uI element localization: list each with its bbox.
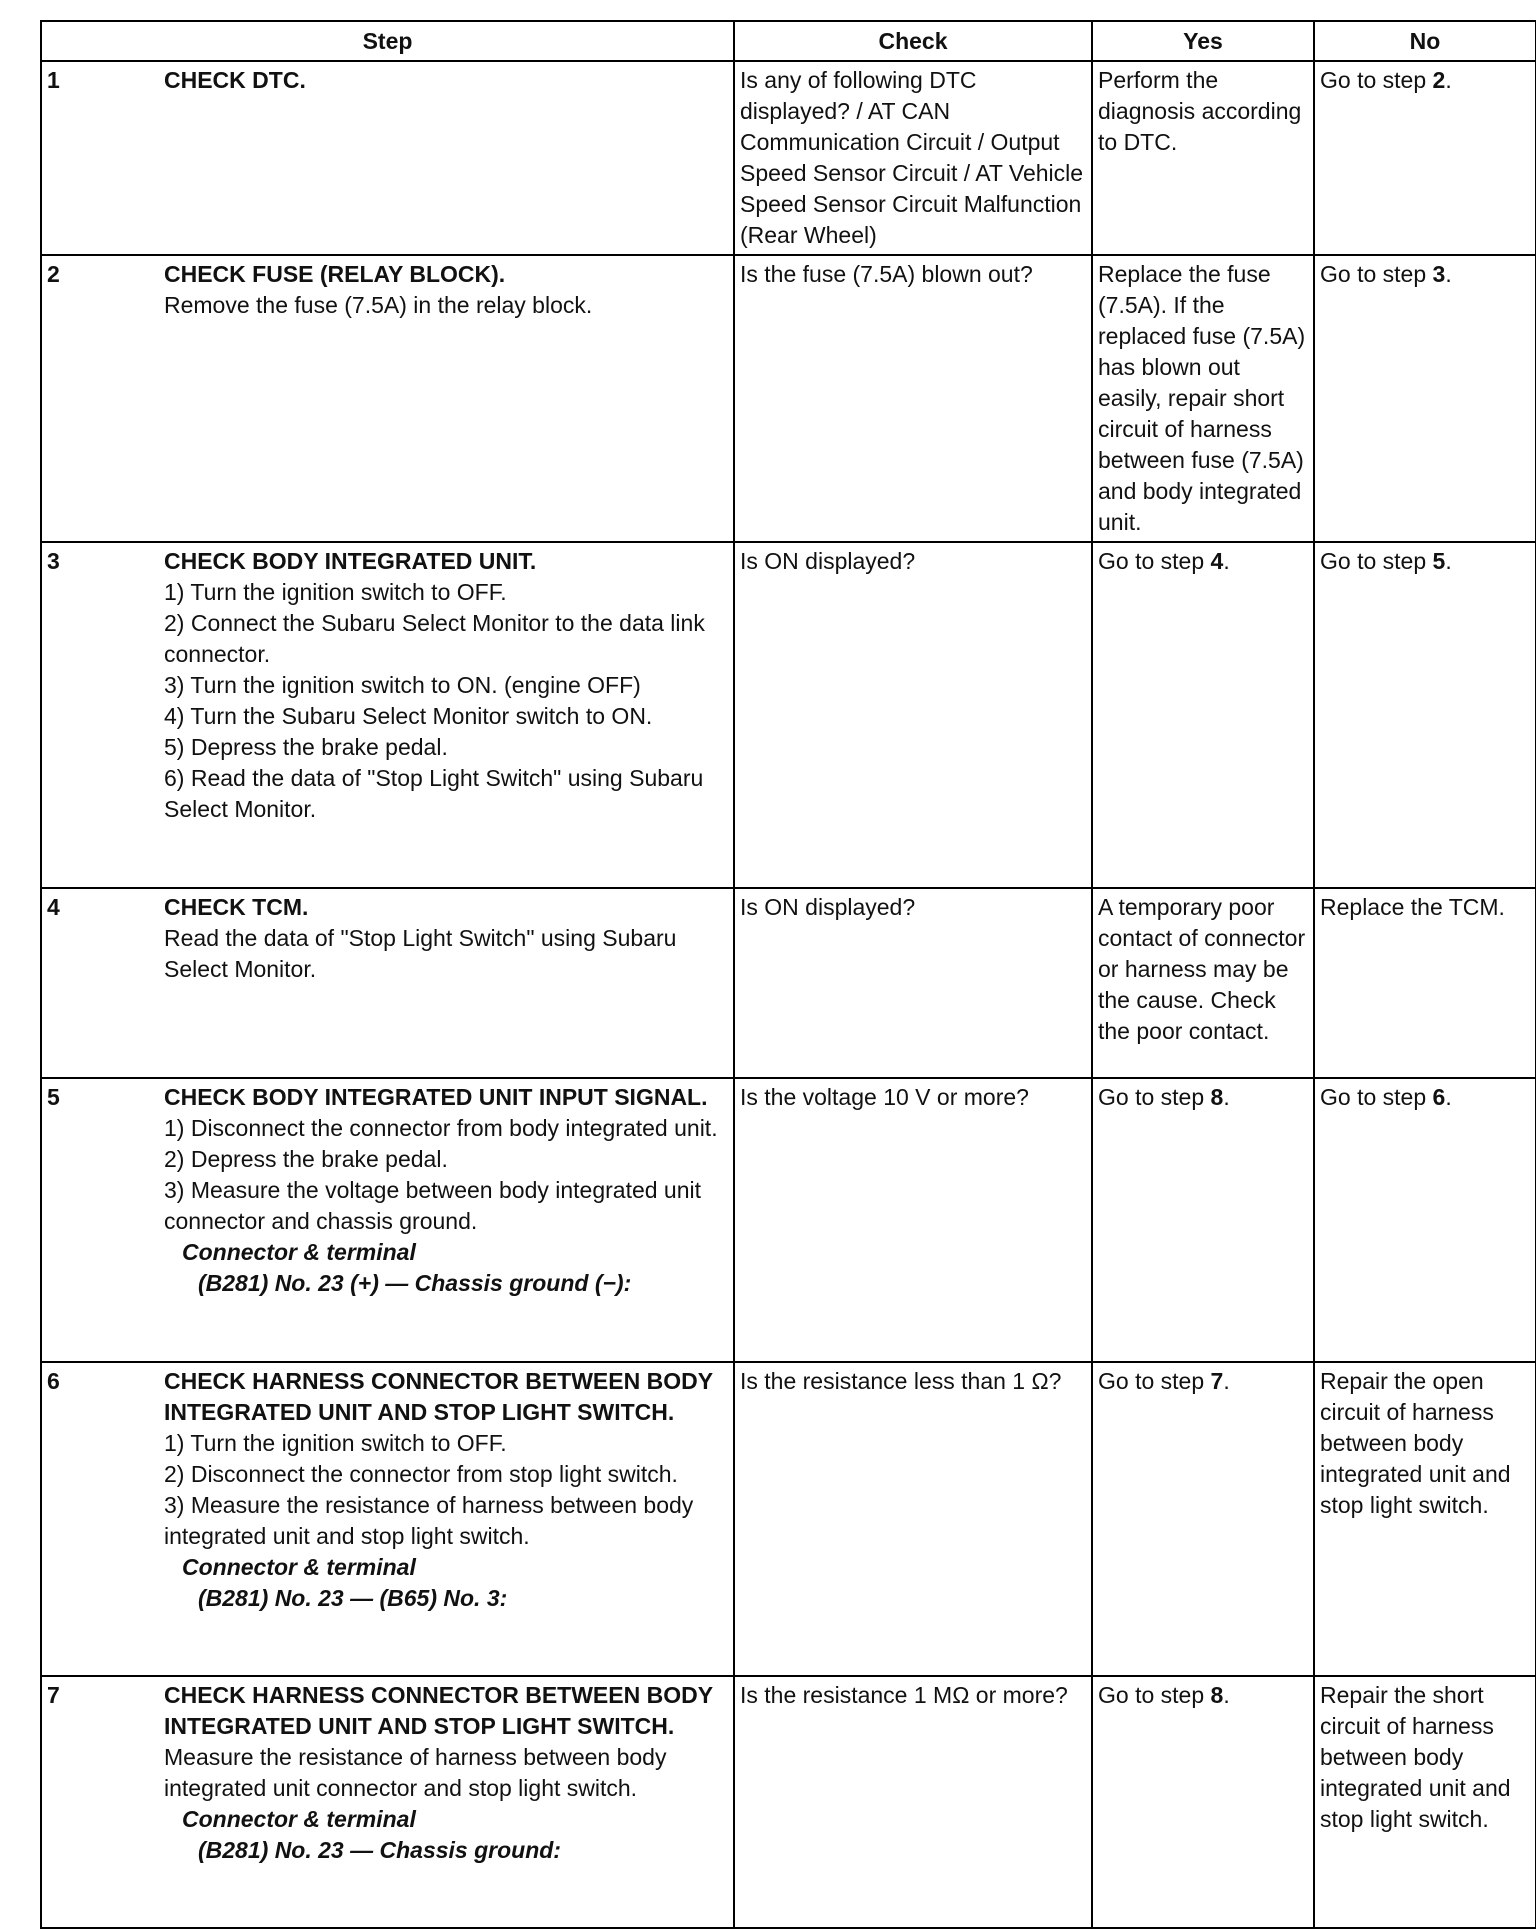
yes-cell: Perform the diagnosis according to DTC. [1092, 61, 1314, 255]
step-cell [159, 542, 734, 888]
yes-cell [1092, 542, 1314, 888]
table-row [41, 1078, 1536, 1362]
yes-cell: A temporary poor contact of connector or harness may be the cause. Check the poor contact. [1092, 888, 1314, 1078]
step-cell [159, 1078, 734, 1362]
yes-text: Go to step [1098, 1084, 1211, 1110]
connector-terminal-label: Connector & terminal [182, 1239, 416, 1265]
yes-cell: Replace the fuse (7.5A). If the replaced fuse (7.5A) has blown out easily, repair short circuit of harness between fuse (7.5A) and body integrated unit. [1092, 255, 1314, 542]
no-cell: Repair the open circuit of harness between body integrated unit and stop light switch. [1314, 1362, 1536, 1676]
step-instruction: Measure the resistance of harness between body integrated unit connector and stop light switch. [164, 1744, 667, 1801]
step-number: 2 [41, 255, 159, 542]
check-cell: Is the voltage 10 V or more? [734, 1078, 1092, 1362]
yes-cell [1092, 1362, 1314, 1676]
step-number: 6 [41, 1362, 159, 1676]
no-cell [1314, 255, 1536, 542]
connector-terminal-label: Connector & terminal [182, 1554, 416, 1580]
step-reference: 8 [1210, 1682, 1224, 1708]
check-cell: Is ON displayed? [734, 888, 1092, 1078]
step-instruction: 1) Turn the ignition switch to OFF. [164, 579, 507, 605]
header-no: No [1314, 21, 1536, 61]
step-reference: 2 [1432, 67, 1446, 93]
step-cell [159, 1676, 734, 1928]
step-instruction: 6) Read the data of "Stop Light Switch" using Subaru Select Monitor. [164, 765, 704, 822]
step-number: 5 [41, 1078, 159, 1362]
step-instruction: 2) Connect the Subaru Select Monitor to the data link connector. [164, 610, 705, 667]
step-cell [159, 255, 734, 542]
step-instruction: 5) Depress the brake pedal. [164, 734, 448, 760]
step-instruction: Read the data of "Stop Light Switch" using Subaru Select Monitor. [164, 925, 677, 982]
connector-terminal-value: (B281) No. 23 — (B65) No. 3: [198, 1585, 508, 1611]
no-text: Go to step [1320, 1084, 1433, 1110]
table-row [41, 61, 1536, 255]
step-reference: 7 [1210, 1368, 1224, 1394]
step-instruction: 2) Disconnect the connector from stop light switch. [164, 1461, 678, 1487]
header-yes: Yes [1092, 21, 1314, 61]
table-row [41, 1676, 1536, 1928]
step-cell [159, 1362, 734, 1676]
yes-suffix: . [1223, 548, 1230, 574]
yes-text: Go to step [1098, 1682, 1211, 1708]
check-cell: Is the resistance less than 1 Ω? [734, 1362, 1092, 1676]
step-instruction: 3) Measure the voltage between body integrated unit connector and chassis ground. [164, 1177, 702, 1234]
no-text: Go to step [1320, 261, 1433, 287]
check-cell: Is the fuse (7.5A) blown out? [734, 255, 1092, 542]
step-instruction: 3) Measure the resistance of harness between body integrated unit and stop light switch. [164, 1492, 694, 1549]
step-cell [159, 888, 734, 1078]
step-number: 1 [41, 61, 159, 255]
connector-terminal-value: (B281) No. 23 — Chassis ground: [198, 1837, 561, 1863]
no-text: Go to step [1320, 67, 1433, 93]
step-instruction: Remove the fuse (7.5A) in the relay block. [164, 292, 593, 318]
step-title: CHECK HARNESS CONNECTOR BETWEEN BODY INTEGRATED UNIT AND STOP LIGHT SWITCH. [164, 1368, 713, 1425]
table-row [41, 542, 1536, 888]
table-row [41, 888, 1536, 1078]
no-text: Go to step [1320, 548, 1433, 574]
step-title: CHECK BODY INTEGRATED UNIT. [164, 548, 537, 574]
check-cell: Is the resistance 1 MΩ or more? [734, 1676, 1092, 1928]
check-cell: Is any of following DTC displayed? / AT CAN Communication Circuit / Output Speed Sensor Circuit / AT Vehicle Speed Sensor Circuit Malfunction (Rear Wheel) [734, 61, 1092, 255]
step-title: CHECK TCM. [164, 894, 309, 920]
no-suffix: . [1445, 548, 1452, 574]
step-cell [159, 61, 734, 255]
connector-terminal-label: Connector & terminal [182, 1806, 416, 1832]
step-title: CHECK BODY INTEGRATED UNIT INPUT SIGNAL. [164, 1084, 708, 1110]
no-suffix: . [1445, 261, 1452, 287]
step-reference: 5 [1432, 548, 1446, 574]
diagnostic-table [40, 20, 1536, 1929]
no-cell [1314, 61, 1536, 255]
yes-suffix: . [1223, 1368, 1230, 1394]
header-check: Check [734, 21, 1092, 61]
step-number: 7 [41, 1676, 159, 1928]
yes-suffix: . [1223, 1084, 1230, 1110]
step-title: CHECK FUSE (RELAY BLOCK). [164, 261, 506, 287]
step-instruction: 2) Depress the brake pedal. [164, 1146, 448, 1172]
step-instruction: 4) Turn the Subaru Select Monitor switch to ON. [164, 703, 653, 729]
table-row [41, 1362, 1536, 1676]
yes-text: Go to step [1098, 548, 1211, 574]
step-reference: 8 [1210, 1084, 1224, 1110]
connector-terminal-value: (B281) No. 23 (+) — Chassis ground (−): [198, 1270, 632, 1296]
no-cell: Replace the TCM. [1314, 888, 1536, 1078]
no-cell [1314, 1078, 1536, 1362]
yes-cell [1092, 1676, 1314, 1928]
step-instruction: 3) Turn the ignition switch to ON. (engine OFF) [164, 672, 641, 698]
header-row [41, 21, 1536, 61]
step-title: CHECK DTC. [164, 67, 306, 93]
no-suffix: . [1445, 67, 1452, 93]
step-title: CHECK HARNESS CONNECTOR BETWEEN BODY INTEGRATED UNIT AND STOP LIGHT SWITCH. [164, 1682, 713, 1739]
step-number: 4 [41, 888, 159, 1078]
check-cell: Is ON displayed? [734, 542, 1092, 888]
step-reference: 3 [1432, 261, 1446, 287]
step-reference: 4 [1210, 548, 1224, 574]
yes-text: Go to step [1098, 1368, 1211, 1394]
no-cell: Repair the short circuit of harness between body integrated unit and stop light switch. [1314, 1676, 1536, 1928]
no-suffix: . [1445, 1084, 1452, 1110]
table-row [41, 255, 1536, 542]
step-instruction: 1) Turn the ignition switch to OFF. [164, 1430, 507, 1456]
step-instruction: 1) Disconnect the connector from body integrated unit. [164, 1115, 718, 1141]
yes-cell [1092, 1078, 1314, 1362]
step-number: 3 [41, 542, 159, 888]
step-reference: 6 [1432, 1084, 1446, 1110]
no-cell [1314, 542, 1536, 888]
yes-suffix: . [1223, 1682, 1230, 1708]
header-step: Step [41, 21, 734, 61]
